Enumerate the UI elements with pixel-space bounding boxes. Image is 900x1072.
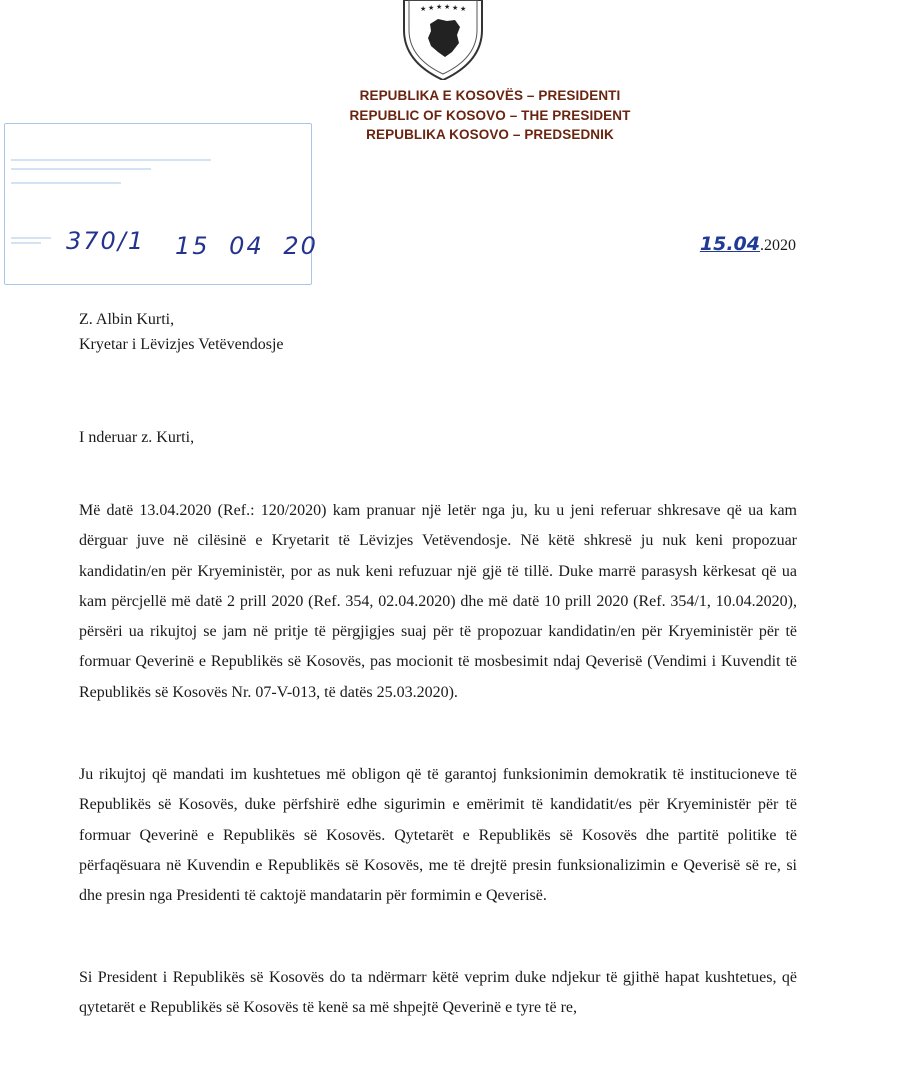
letter-date bbox=[700, 233, 796, 255]
registry-stamp bbox=[4, 123, 312, 285]
svg-text:★: ★ bbox=[428, 4, 435, 12]
body-paragraph: Ju rikujtoj që mandati im kushtetues më obligon që të garantoj funksionimin demokratik të institucioneve të Republikës së Kosovës, duke përfshirë edhe sigurimin e emërimit të kandidatit/es për Kryeministër për të formuar Qeverinë e Republikës së Kosovës. Qytetarët e Republikës së Kosovës dhe partitë politike të përfaqësuara në Kuvendin e Republikës së Kosovës, me të drejtë presin funksionalizimin e Qeverisë së re, si dhe presin nga Presidenti të caktojë mandatarin për formimin e Qeverisë. bbox=[79, 766, 797, 905]
salutation: I nderuar z. Kurti, bbox=[79, 429, 195, 446]
stamp-handwritten-date: 15 04 20 bbox=[175, 232, 318, 260]
recipient-title: Kryetar i Lëvizjes Vetëvendosje bbox=[79, 336, 284, 353]
svg-text:★: ★ bbox=[436, 3, 443, 11]
letterhead-line-english: REPUBLIC OF KOSOVO – THE PRESIDENT bbox=[349, 107, 631, 123]
letter-date-handwritten: 15.04 bbox=[699, 233, 760, 255]
stamp-faded-line bbox=[11, 242, 41, 244]
letterhead-line-serbian: REPUBLIKA KOSOVO – PREDSEDNIK bbox=[366, 127, 614, 142]
letterhead-line-albanian: REPUBLIKA E KOSOVËS – PRESIDENTI bbox=[359, 88, 621, 103]
svg-text:★: ★ bbox=[444, 3, 451, 11]
svg-text:★: ★ bbox=[452, 4, 459, 12]
body-paragraph: Më datë 13.04.2020 (Ref.: 120/2020) kam pranuar një letër nga ju, ku u jeni referuar shkresave që ua kam dërguar juve në cilësinë e Kryetarit të Lëvizjes Vetëvendosje. Në këtë shkresë ju nuk keni propozuar kandidatin/en për Kryeministër, por as nuk keni refuzuar një gjë të tillë. Duke marrë parasysh kërkesat që ua kam përcjellë më datë 2 prill 2020 (Ref. 354, 02.04.2020) dhe më datë 10 prill 2020 (Ref. 354/1, 10.04.2020), përsëri ua rikujtoj se jam në pritje të përgjigjes suaj për të propozuar kandidatin/en për Kryeministër për të formuar Qeverinë e Republikës së Kosovës, pas mocionit të mosbesimit ndaj Qeverisë (Vendimi i Kuvendit të Republikës së Kosovës Nr. 07-V-013, të datës 25.03.2020). bbox=[79, 502, 797, 701]
body-paragraph: Si President i Republikës së Kosovës do ta ndërmarr këtë veprim duke ndjekur të gjithë hapat kushtetues, që qytetarët e Republikës së Kosovës të kenë sa më shpejtë Qeverinë e tyre të re, bbox=[79, 969, 797, 1017]
svg-text:★: ★ bbox=[420, 5, 427, 13]
recipient-name: Z. Albin Kurti, bbox=[79, 311, 175, 328]
stamp-faded-line bbox=[11, 237, 51, 239]
recipient-block bbox=[79, 307, 284, 357]
svg-text:★: ★ bbox=[460, 5, 467, 13]
kosovo-coat-of-arms-icon bbox=[400, 0, 486, 80]
stamp-handwritten-number: 370/1 bbox=[66, 227, 146, 255]
stamp-faded-line bbox=[11, 168, 151, 170]
letter-date-year: .2020 bbox=[760, 237, 796, 254]
stamp-faded-line bbox=[11, 159, 211, 161]
stamp-faded-line bbox=[11, 182, 121, 184]
